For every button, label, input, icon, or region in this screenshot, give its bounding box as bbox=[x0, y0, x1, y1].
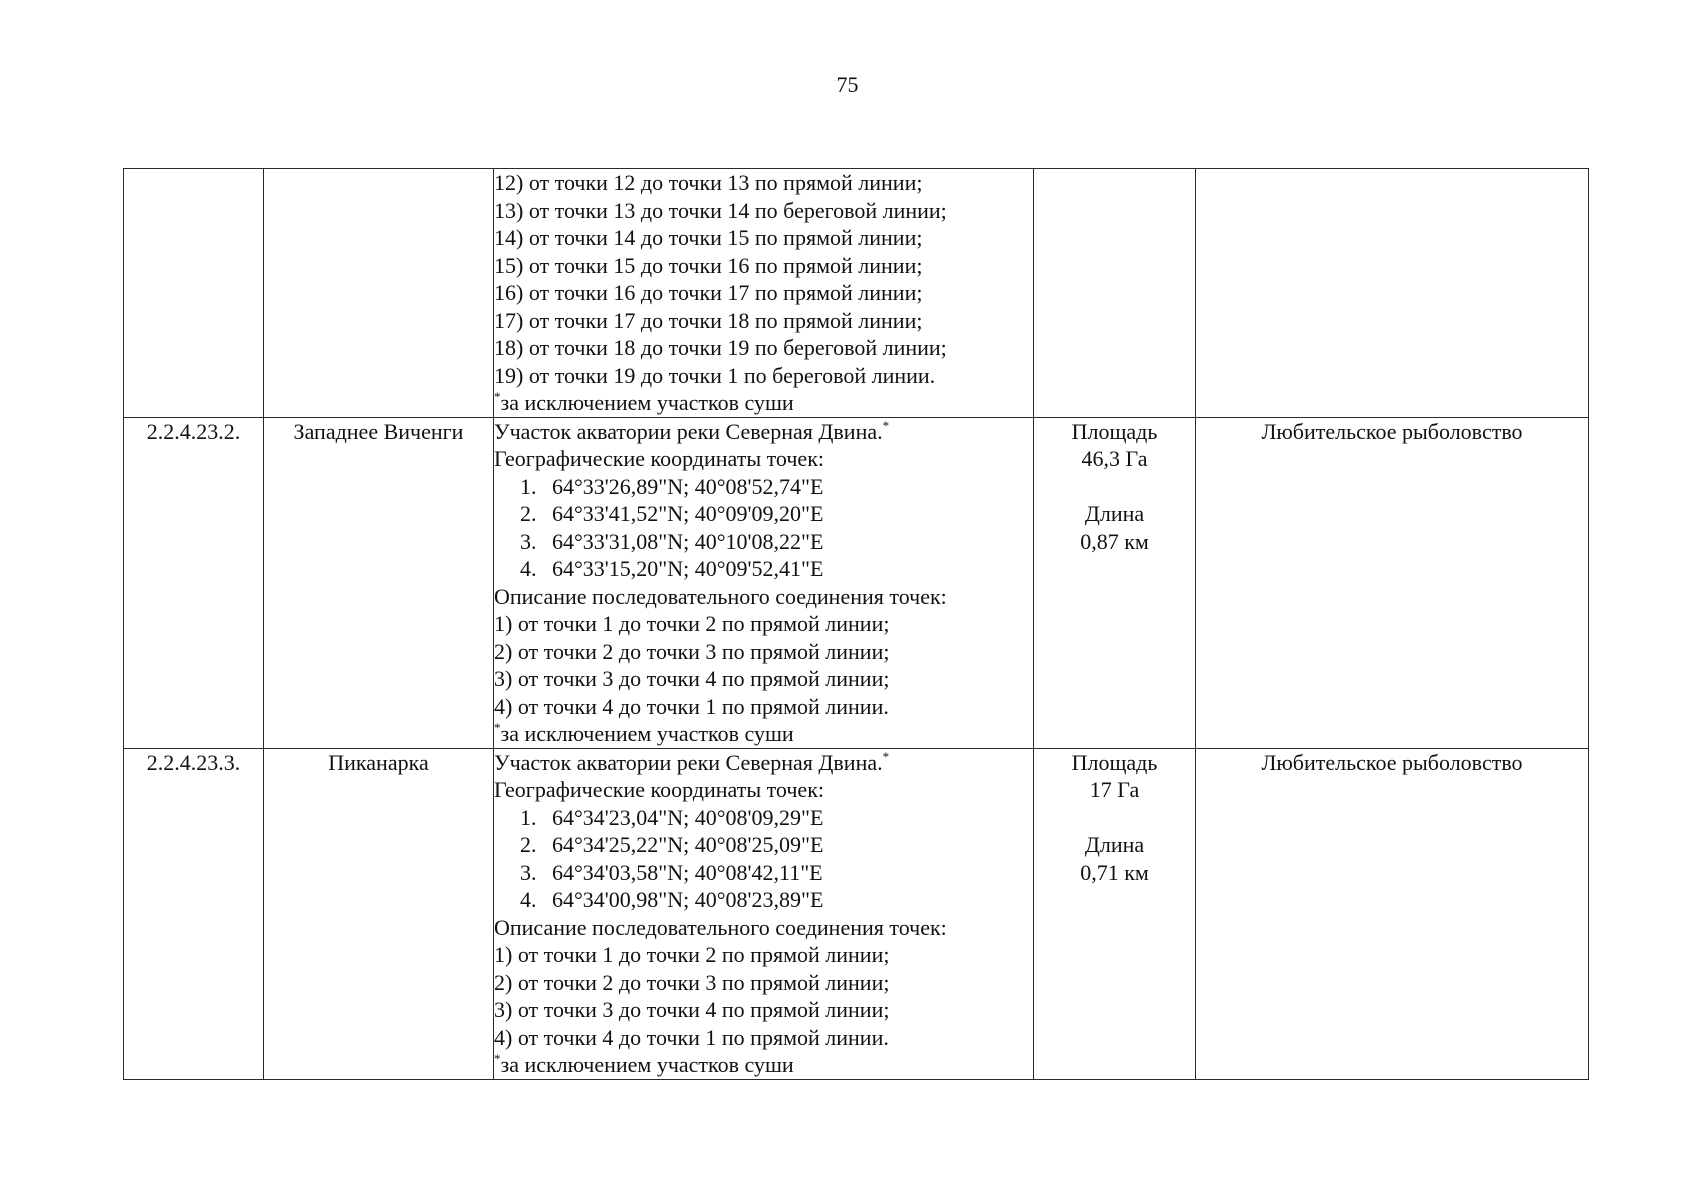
area-value: 17 Га bbox=[1089, 777, 1140, 802]
cell-code bbox=[124, 169, 264, 418]
area-label: Площадь bbox=[1071, 749, 1158, 775]
cell-code: 2.2.4.23.2. bbox=[124, 417, 264, 748]
cell-description bbox=[494, 417, 1034, 748]
table-row bbox=[124, 417, 1589, 748]
footnote-mark: * bbox=[494, 720, 501, 735]
cell-usage bbox=[1196, 169, 1589, 418]
coord-item: 3. 64°34'03,58"N; 40°08'42,11"E bbox=[520, 859, 823, 885]
footnote-mark: * bbox=[882, 417, 890, 433]
connection-line: 2) от точки 2 до точки 3 по прямой линии; bbox=[494, 969, 890, 995]
coord-item: 4. 64°33'15,20"N; 40°09'52,41"E bbox=[520, 556, 824, 581]
area-label: Площадь bbox=[1071, 418, 1158, 444]
coords-title: Географические координаты точек: bbox=[494, 446, 824, 471]
connection-line: 2) от точки 2 до точки 3 по прямой линии; bbox=[494, 638, 890, 664]
length-label: Длина bbox=[1084, 832, 1145, 857]
length-value: 0,87 км bbox=[1080, 528, 1149, 554]
coord-item: 1. 64°34'23,04"N; 40°08'09,29"E bbox=[520, 804, 824, 830]
cell-name: Западнее Виченги bbox=[264, 417, 494, 748]
cell-name: Пиканарка bbox=[264, 748, 494, 1079]
cell-metrics bbox=[1034, 748, 1196, 1079]
page-number: 75 bbox=[836, 72, 859, 97]
connection-line: 1) от точки 1 до точки 2 по прямой линии; bbox=[494, 942, 890, 967]
footnote-mark: * bbox=[882, 748, 890, 764]
connection-line: 17) от точки 17 до точки 18 по прямой линии; bbox=[494, 307, 923, 333]
footnote-mark: * bbox=[494, 1051, 501, 1066]
footnote-mark: * bbox=[494, 389, 501, 404]
coord-item: 2. 64°33'41,52"N; 40°09'09,20"E bbox=[520, 501, 824, 526]
cell-usage: Любительское рыболовство bbox=[1196, 417, 1589, 748]
cell-description bbox=[494, 748, 1034, 1079]
cell-description bbox=[494, 169, 1034, 418]
table-row-continued bbox=[124, 169, 1589, 418]
area-title: Участок акватории реки Северная Двина.* bbox=[494, 748, 890, 775]
connection-line: 4) от точки 4 до точки 1 по прямой линии. bbox=[494, 1024, 889, 1050]
connection-line: 12) от точки 12 до точки 13 по прямой линии; bbox=[494, 170, 923, 195]
connection-line: 3) от точки 3 до точки 4 по прямой линии; bbox=[494, 666, 890, 691]
connection-line: 1) от точки 1 до точки 2 по прямой линии; bbox=[494, 611, 890, 636]
connection-line: 16) от точки 16 до точки 17 по прямой линии; bbox=[494, 280, 923, 305]
footnote: *за исключением участков суши bbox=[494, 720, 794, 746]
connection-line: 15) от точки 15 до точки 16 по прямой линии; bbox=[494, 252, 923, 278]
connection-title: Описание последовательного соединения точек: bbox=[494, 583, 947, 609]
cell-name bbox=[264, 169, 494, 418]
length-value: 0,71 км bbox=[1080, 859, 1149, 885]
area-value: 46,3 Га bbox=[1081, 446, 1148, 471]
connection-line: 14) от точки 14 до точки 15 по прямой линии; bbox=[494, 225, 923, 250]
coords-title: Географические координаты точек: bbox=[494, 777, 824, 802]
cell-usage: Любительское рыболовство bbox=[1196, 748, 1589, 1079]
table-row bbox=[124, 748, 1589, 1079]
cell-metrics bbox=[1034, 417, 1196, 748]
fishing-areas-table bbox=[123, 168, 1589, 1080]
cell-code: 2.2.4.23.3. bbox=[124, 748, 264, 1079]
coord-item: 1. 64°33'26,89"N; 40°08'52,74"E bbox=[520, 473, 824, 499]
connection-line: 19) от точки 19 до точки 1 по береговой линии. bbox=[494, 362, 936, 388]
connection-line: 18) от точки 18 до точки 19 по береговой линии; bbox=[494, 335, 947, 360]
area-title: Участок акватории реки Северная Двина.* bbox=[494, 417, 890, 444]
footnote: *за исключением участков суши bbox=[494, 1051, 794, 1077]
connection-line: 13) от точки 13 до точки 14 по береговой линии; bbox=[494, 197, 947, 223]
length-label: Длина bbox=[1084, 501, 1145, 526]
connection-line: 3) от точки 3 до точки 4 по прямой линии; bbox=[494, 997, 890, 1022]
connection-line: 4) от точки 4 до точки 1 по прямой линии. bbox=[494, 693, 889, 719]
cell-metrics bbox=[1034, 169, 1196, 418]
coord-item: 4. 64°34'00,98"N; 40°08'23,89"E bbox=[520, 887, 824, 912]
connection-title: Описание последовательного соединения точек: bbox=[494, 914, 947, 940]
coord-item: 2. 64°34'25,22"N; 40°08'25,09"E bbox=[520, 832, 824, 857]
footnote: *за исключением участков суши bbox=[494, 389, 794, 415]
coord-item: 3. 64°33'31,08"N; 40°10'08,22"E bbox=[520, 528, 824, 554]
